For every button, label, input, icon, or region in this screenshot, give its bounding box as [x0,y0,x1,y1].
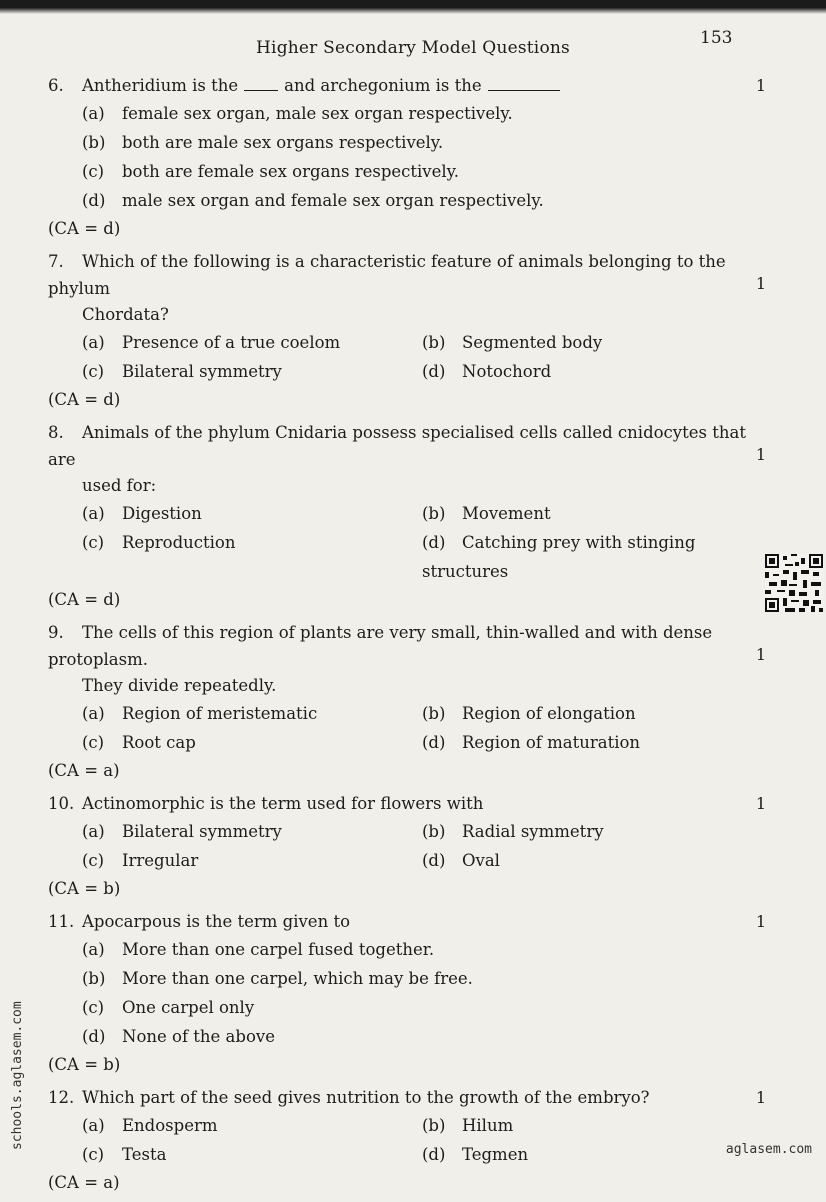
correct-answer: (CA = a) [48,1173,120,1192]
question-text-continued: Chordata? [82,305,169,324]
qr-code-icon [765,554,823,612]
question-text: Actinomorphic is the term used for flowers with [82,794,484,813]
question-marks: 1 [755,274,766,293]
option-c: (c) Irregular [82,851,199,870]
question-number: 12. [48,1088,75,1107]
answer-blank [244,90,278,91]
question-number: 6. [48,76,64,95]
options-grid [48,499,758,586]
question-list [48,72,766,1202]
option-d: (d) Tegmen [422,1145,529,1164]
option-b: (b) both are male sex organs respectively. [82,133,444,152]
question-text: The cells of this region of plants are very small, thin-walled and with dense protoplasm. [48,623,713,669]
question-marks: 1 [755,912,766,931]
question-10 [48,790,766,902]
question-marks: 1 [755,76,766,95]
option-a: (a) Endosperm [82,1116,218,1135]
correct-answer: (CA = b) [48,1055,121,1074]
option-c: (c) Root cap [82,733,196,752]
option-b: (b) Radial symmetry [422,822,604,841]
options-list [48,99,758,215]
option-b: (b) More than one carpel, which may be free. [82,969,473,988]
option-d: (d) None of the above [82,1027,275,1046]
option-a: (a) female sex organ, male sex organ respectively. [82,104,513,123]
correct-answer: (CA = d) [48,390,121,409]
option-a: (a) Digestion [82,504,202,523]
question-marks: 1 [755,794,766,813]
options-grid [48,699,758,757]
option-c: (c) both are female sex organs respectively. [82,162,460,181]
correct-answer: (CA = d) [48,590,121,609]
option-d: (d) Notochord [422,362,552,381]
correct-answer: (CA = a) [48,761,120,780]
option-a: (a) More than one carpel fused together. [82,940,435,959]
page-header-title: Higher Secondary Model Questions [256,38,570,58]
option-d: (d) Catching prey with stinging structures [422,533,696,581]
question-text-continued: They divide repeatedly. [82,676,277,695]
question-6 [48,72,766,242]
options-grid [48,817,758,875]
option-a: (a) Region of meristematic [82,704,318,723]
question-marks: 1 [755,645,766,664]
option-b: (b) Segmented body [422,333,603,352]
question-11 [48,908,766,1078]
question-9 [48,619,766,784]
option-d: (d) Region of maturation [422,733,641,752]
option-c: (c) Testa [82,1145,167,1164]
option-b: (b) Region of elongation [422,704,636,723]
option-c: (c) Bilateral symmetry [82,362,282,381]
question-text: Which part of the seed gives nutrition to the growth of the embryo? [82,1088,650,1107]
page-top-edge [0,0,826,14]
question-text: Animals of the phylum Cnidaria possess specialised cells called cnidocytes that are [48,423,746,469]
question-number: 8. [48,423,64,442]
option-a: (a) Bilateral symmetry [82,822,282,841]
question-7 [48,248,766,413]
correct-answer: (CA = b) [48,879,121,898]
question-number: 9. [48,623,64,642]
options-list [48,935,758,1051]
option-d: (d) Oval [422,851,500,870]
question-text: Apocarpous is the term given to [82,912,351,931]
options-grid [48,1111,758,1169]
bottom-watermark: aglasem.com [725,1142,812,1157]
question-number: 7. [48,252,64,271]
options-grid [48,328,758,386]
answer-blank [488,90,560,91]
option-b: (b) Movement [422,504,551,523]
question-12 [48,1084,766,1196]
page-number: 153 [700,28,733,48]
question-number: 10. [48,794,75,813]
option-c: (c) One carpel only [82,998,255,1017]
option-a: (a) Presence of a true coelom [82,333,341,352]
question-text-part-1: Antheridium is the [82,76,239,95]
correct-answer: (CA = d) [48,219,121,238]
question-marks: 1 [755,445,766,464]
side-watermark: schools.aglasem.com [10,1001,25,1150]
question-text: Which of the following is a characteristic feature of animals belonging to the phylum [48,252,726,298]
question-8 [48,419,766,613]
question-number: 11. [48,912,75,931]
question-marks: 1 [755,1088,766,1107]
option-c: (c) Reproduction [82,533,236,552]
option-b: (b) Hilum [422,1116,514,1135]
question-text-part-2: and archegonium is the [284,76,482,95]
question-text-continued: used for: [82,476,157,495]
option-d: (d) male sex organ and female sex organ respectively. [82,191,544,210]
